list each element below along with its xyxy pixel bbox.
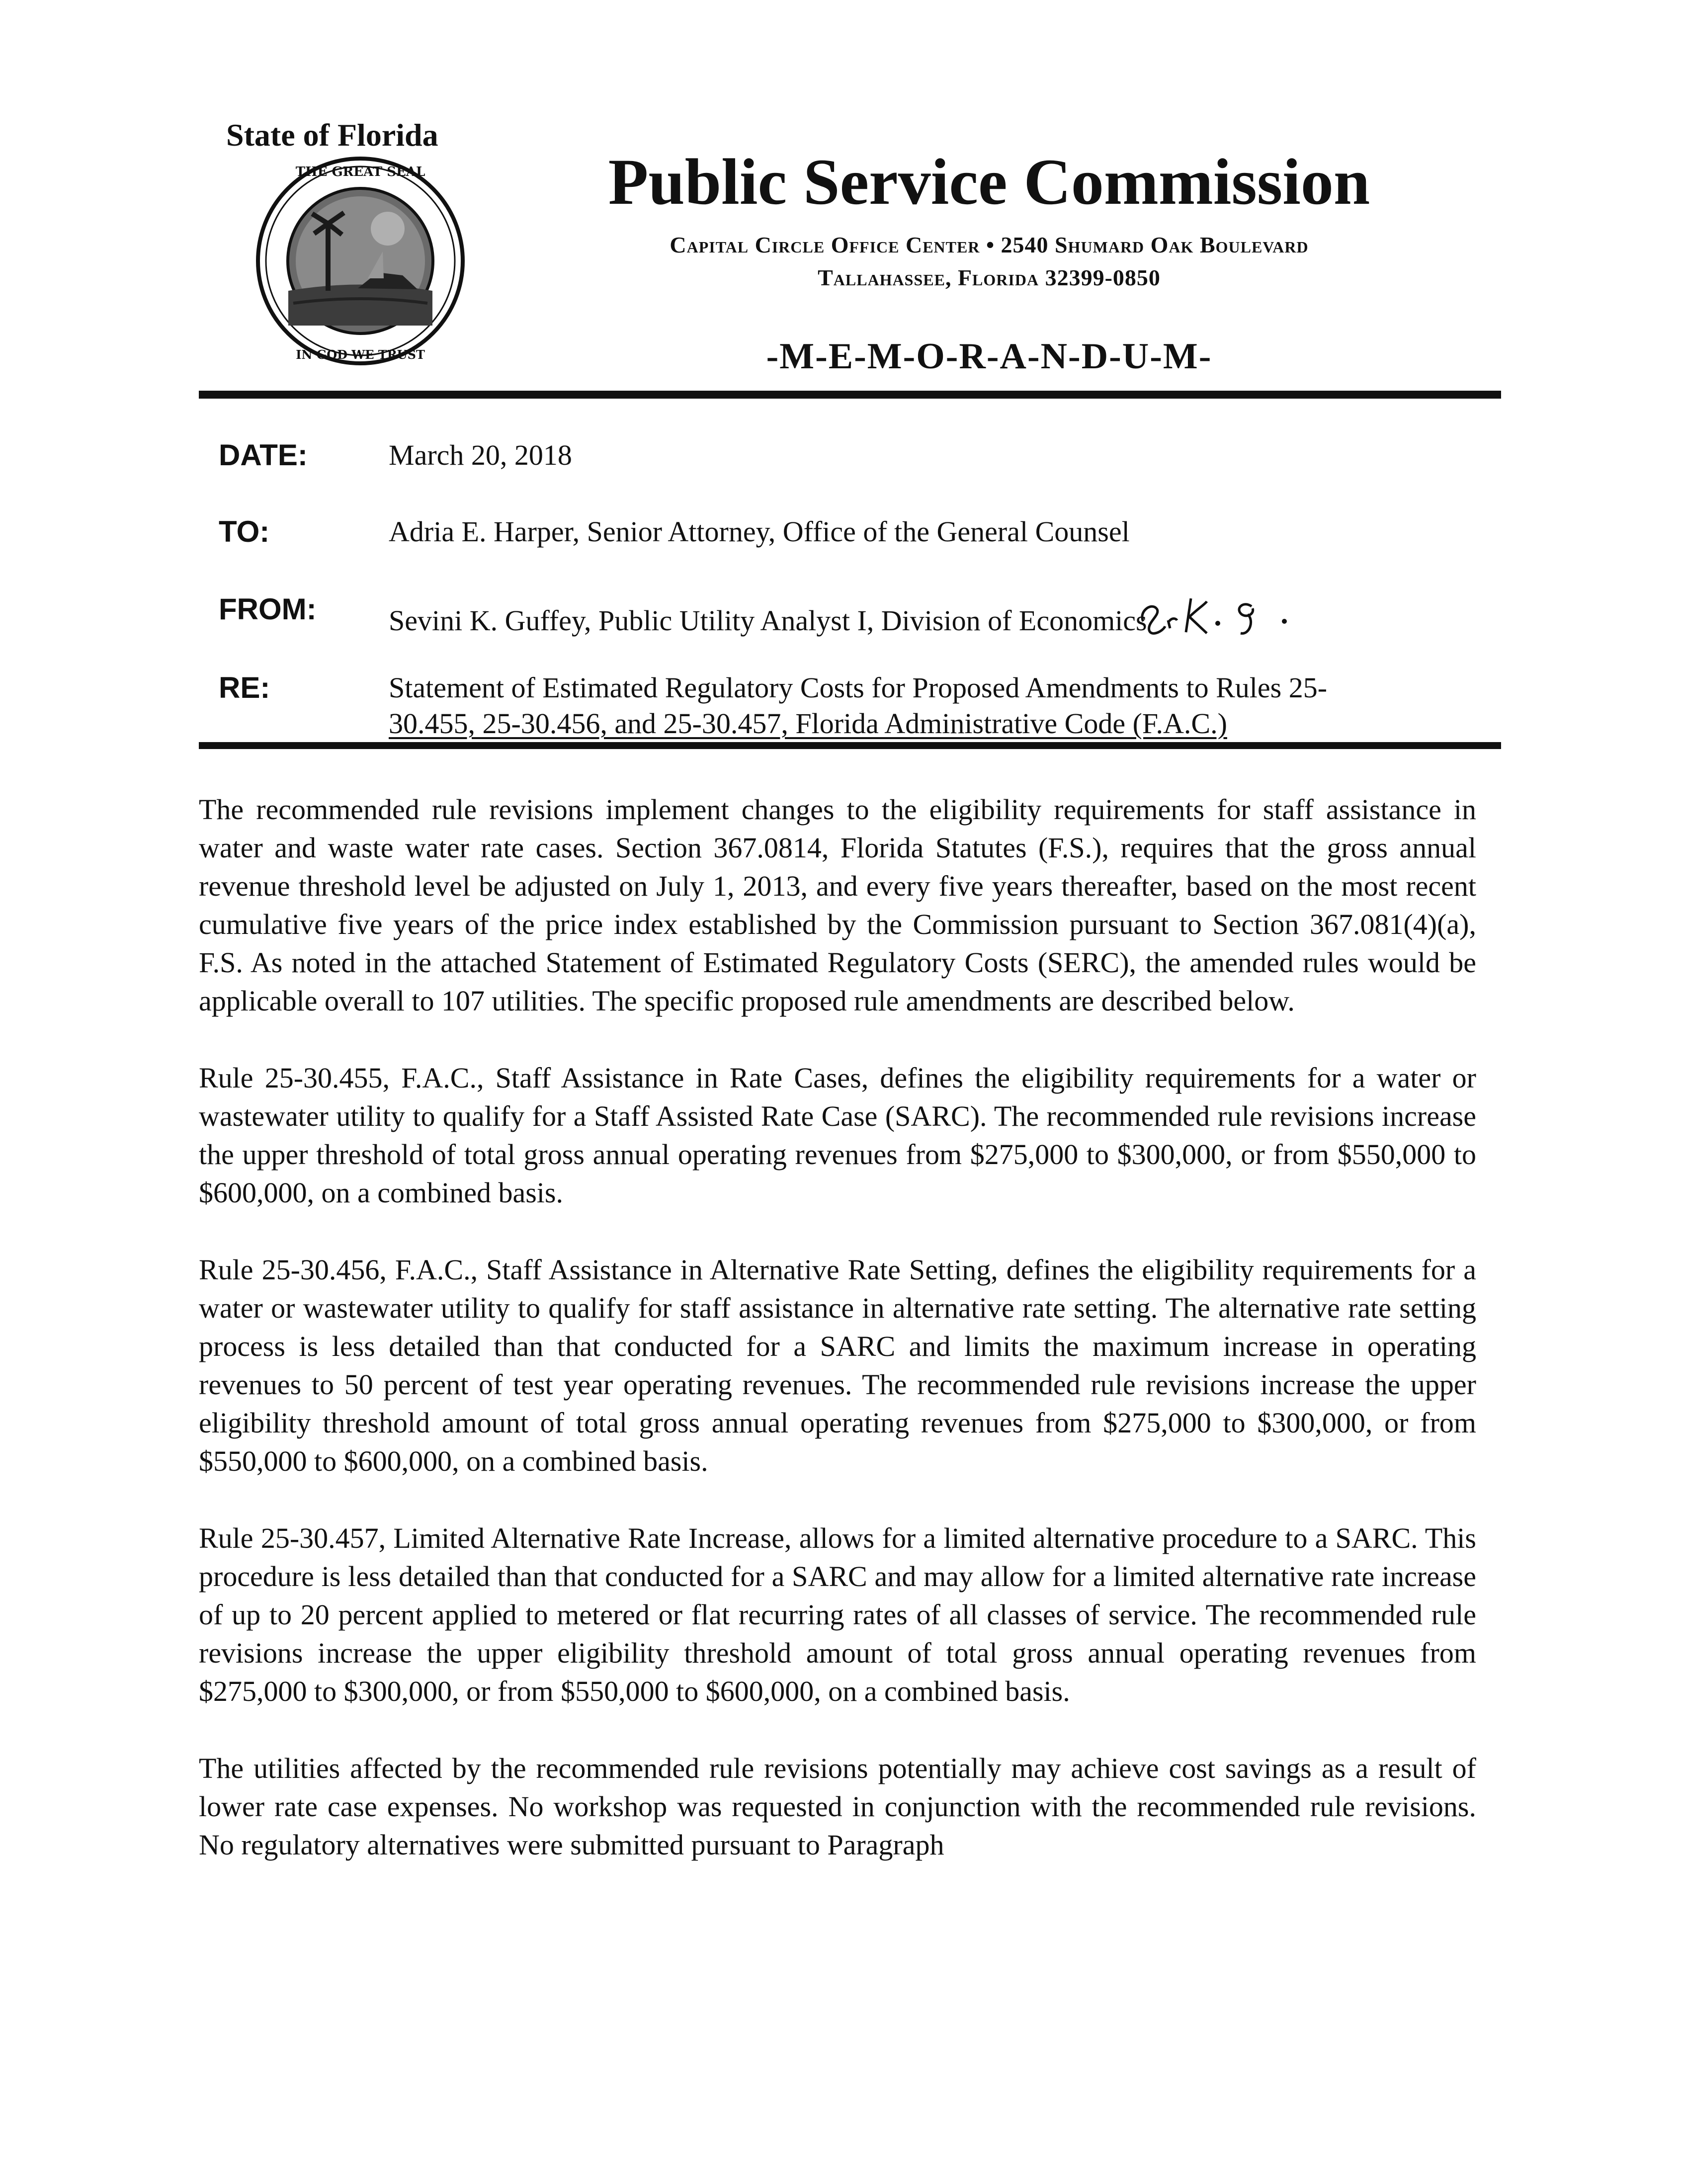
svg-text:IN GOD WE TRUST: IN GOD WE TRUST bbox=[296, 347, 425, 362]
agency-title: Public Service Commission bbox=[608, 145, 1370, 218]
date-label: DATE: bbox=[219, 438, 308, 472]
agency-block bbox=[517, 145, 1461, 377]
memo-body bbox=[199, 790, 1476, 1864]
body-paragraph-3: Rule 25-30.456, F.A.C., Staff Assistance in Alternative Rate Setting, defines the eligibility requirements for a water or wastewater utility to qualify for staff assistance in alternative rate setting. The alternative rate setting process is less detailed than that conducted for a SARC and limits the maximum increase in operating revenues to 50 percent of test year operating revenues. The recommended rule revisions increase the upper eligibility threshold amount of total gross annual operating revenues from $275,000 to $300,000, or from $550,000 to $600,000, on a combined basis. bbox=[199, 1254, 1476, 1477]
body-paragraph-2: Rule 25-30.455, F.A.C., Staff Assistance in Rate Cases, defines the eligibility requirements for a water or wastewater utility to qualify for a Staff Assisted Rate Case (SARC). The recommended rule revisions increase the upper threshold of total gross annual operating revenues from $275,000 to $300,000, or from $550,000 to $600,000, on a combined basis. bbox=[199, 1062, 1476, 1209]
memorandum-heading: -M-E-M-O-R-A-N-D-U-M- bbox=[766, 336, 1212, 377]
to-value: Adria E. Harper, Senior Attorney, Office of the General Counsel bbox=[389, 515, 1130, 548]
re-value-line-2: 30.455, 25-30.456, and 25-30.457, Florida Administrative Code (F.A.C.) bbox=[389, 707, 1227, 740]
body-paragraph-1: The recommended rule revisions implement changes to the eligibility requirements for staff assistance in water and waste water rate cases. Section 367.0814, Florida Statutes (F.S.), requires that the gross annual revenue threshold level be adjusted on July 1, 2013, and every five years thereafter, based on the most recent cumulative five years of the price index established by the Commission pursuant to Section 367.081(4)(a), F.S. As noted in the attached Statement of Estimated Regulatory Costs (SERC), the amended rules would be applicable overall to 107 utilities. The specific proposed rule amendments are described below. bbox=[199, 793, 1476, 1017]
body-paragraph-4: Rule 25-30.457, Limited Alternative Rate Increase, allows for a limited alternative procedure to a SARC. This procedure is less detailed than that conducted for a SARC and may allow for a limited alternative rate increase of up to 20 percent applied to metered or flat recurring rates of all classes of service. The recommended rule revisions increase the upper eligibility threshold amount of total gross annual operating revenues from $275,000 to $300,000, or from $550,000 to $600,000, on a combined basis. bbox=[199, 1522, 1476, 1707]
state-label: State of Florida bbox=[226, 117, 438, 153]
to-label: TO: bbox=[219, 515, 270, 548]
svg-text:THE GREAT SEAL: THE GREAT SEAL bbox=[295, 165, 425, 179]
header-divider-bottom bbox=[199, 742, 1501, 749]
date-value: March 20, 2018 bbox=[389, 439, 572, 471]
florida-seal-icon bbox=[253, 154, 467, 368]
re-label: RE: bbox=[219, 671, 270, 704]
body-paragraph-5: The utilities affected by the recommended rule revisions potentially may achieve cost savings as a result of lower rate case expenses. No workshop was requested in conjunction with the recommended rule revisions. No regulatory alternatives were submitted pursuant to Paragraph bbox=[199, 1752, 1476, 1861]
from-value-line bbox=[389, 591, 1507, 639]
handwritten-signature-icon bbox=[1137, 591, 1301, 639]
agency-address-line-2: Tallahassee, Florida 32399-0850 bbox=[818, 265, 1161, 290]
header-divider-top bbox=[199, 391, 1501, 399]
from-value: Sevini K. Guffey, Public Utility Analyst I, Division of Economics bbox=[389, 604, 1147, 637]
from-label: FROM: bbox=[219, 592, 317, 626]
agency-address-line-1: Capital Circle Office Center • 2540 Shumard Oak Boulevard bbox=[670, 232, 1309, 257]
re-value-line-1: Statement of Estimated Regulatory Costs for Proposed Amendments to Rules 25- bbox=[389, 672, 1328, 704]
